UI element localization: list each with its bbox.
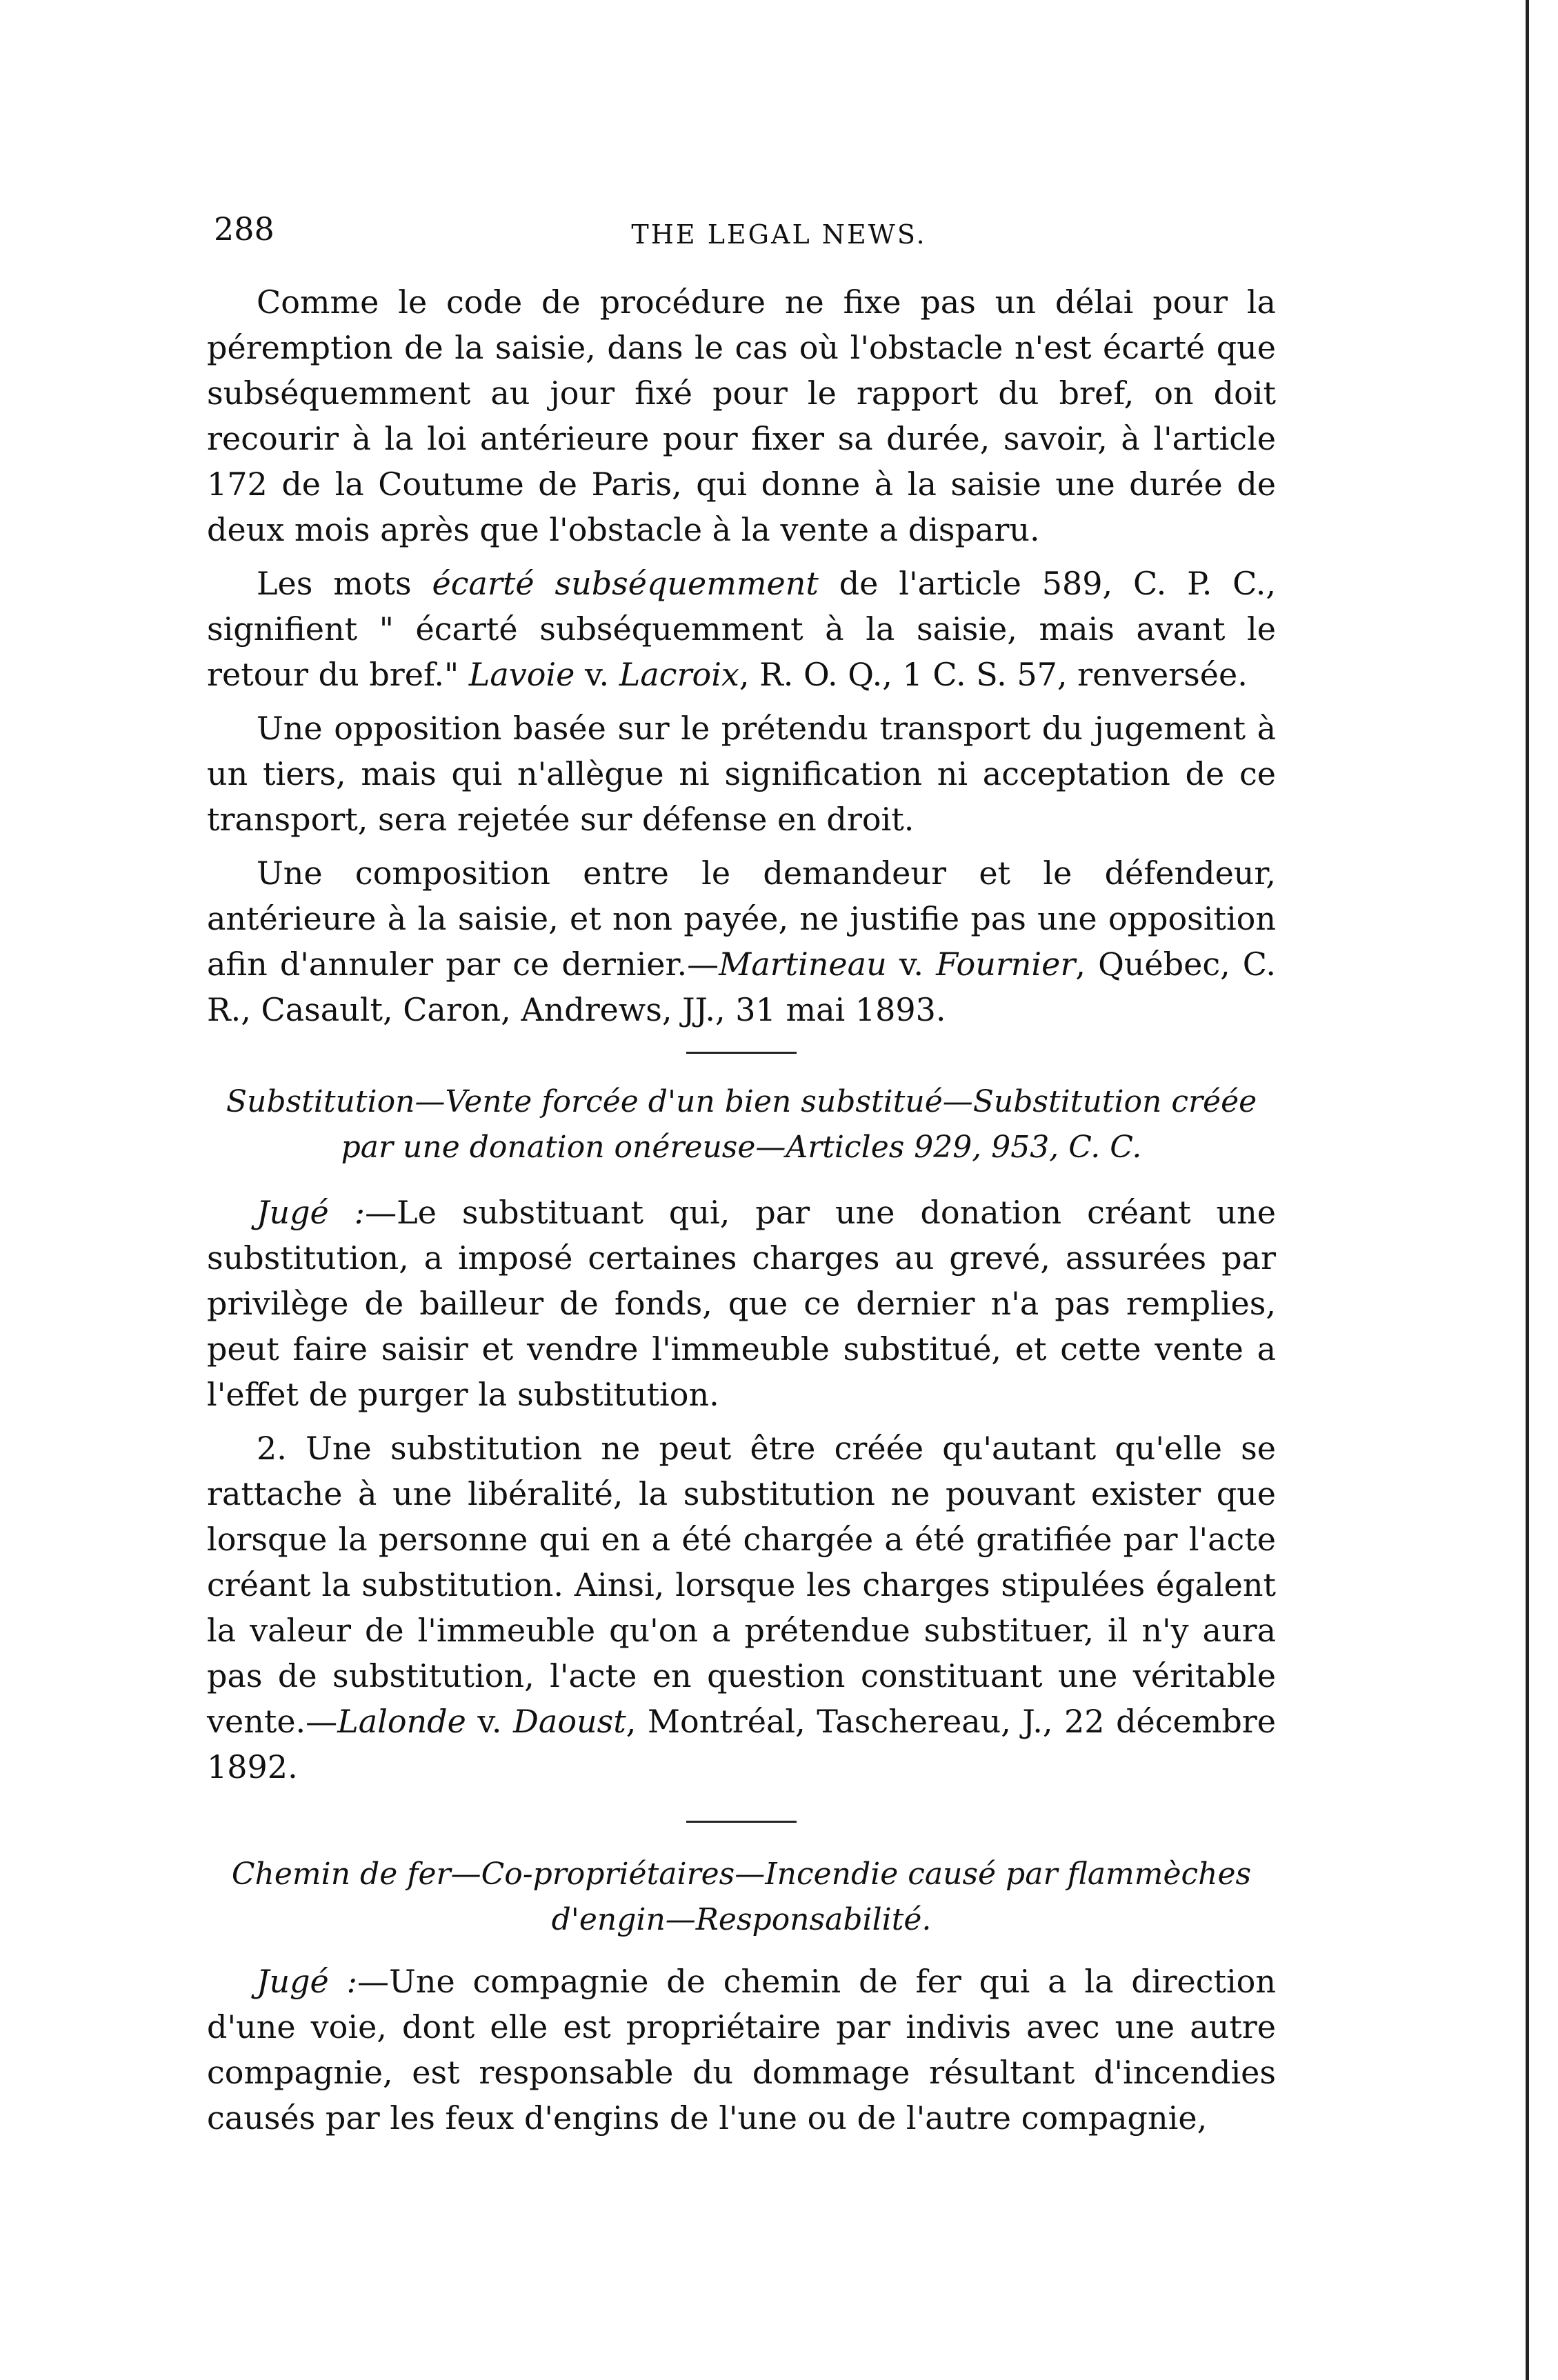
heading-line: Substitution—Vente forcée d'un bien substitué—Substitution créée <box>226 1084 1257 1119</box>
section-3-heading <box>207 1852 1276 1943</box>
case-party-1: Lalonde <box>337 1703 466 1740</box>
section-1 <box>207 279 1276 1041</box>
paragraph-2: 2. Une substitution ne peut être créée qu'autant qu'elle se rattache à une libéralité, la substitution ne pouvant exister que lorsque la personne qui en a été chargée a été gratifiée par l'acte créant la substitution. Ainsi, lorsque les charges stipulées égalent la valeur de l'immeuble qu'on a prétendue substituer, il n'y aura pas de substitution, l'acte en question constituant une véritable vente.—Lalonde v. Daoust, Montréal, Taschereau, J., 22 décembre 1892. <box>207 1430 1276 1786</box>
juge-label: Jugé : <box>257 1194 366 1231</box>
section-2 <box>207 1190 1276 1798</box>
section-3 <box>207 1959 1276 2149</box>
case-party-2: Lacroix <box>619 656 739 693</box>
page-edge-line <box>1526 0 1529 2380</box>
case-party-1: Lavoie <box>468 656 575 693</box>
paragraph-1: Jugé :—Une compagnie de chemin de fer qui a la direction d'une voie, dont elle est propriétaire par indivis avec une autre compagnie, est responsable du dommage résultant d'incendies causés par les feux d'engins de l'une ou de l'autre compagnie, <box>207 1963 1277 2137</box>
section-divider <box>686 1052 797 1054</box>
paragraph-3: Une opposition basée sur le prétendu transport du jugement à un tiers, mais qui n'allègue ni signification ni acceptation de ce transport, sera rejetée sur défense en droit. <box>207 710 1276 838</box>
juge-label: Jugé : <box>257 1963 358 2000</box>
paragraph-4: Une composition entre le demandeur et le défendeur, antérieure à la saisie, et non payée, ne justifie pas une opposition afin d'annuler par ce dernier.—Martineau v. Fournier, Québec, C. R., Casault, Caron, Andrews, JJ., 31 mai 1893. <box>207 854 1276 1028</box>
case-party-2: Fournier <box>936 946 1076 983</box>
page-number: 288 <box>214 210 274 248</box>
paragraph-1: Comme le code de procédure ne fixe pas un délai pour la péremption de la saisie, dans le cas où l'obstacle n'est écarté que subséquemment au jour fixé pour le rapport du bref, on doit recourir à la loi antérieure pour fixer sa durée, savoir, à l'article 172 de la Coutume de Paris, qui donne à la saisie une durée de deux mois après que l'obstacle à la vente a disparu. <box>207 283 1276 548</box>
section-2-heading <box>207 1079 1276 1170</box>
paragraph-1: Jugé :—Le substituant qui, par une donation créant une substitution, a imposé certaines charges au grevé, assurées par privilège de bailleur de fonds, que ce dernier n'a pas remplies, peut faire saisir et vendre l'immeuble substitué, et cette vente a l'effet de purger la substitution. <box>207 1194 1276 1413</box>
running-head: THE LEGAL NEWS. <box>631 219 927 250</box>
italic-phrase: écarté subséquemment <box>432 565 819 602</box>
heading-line: d'engin—Responsabilité. <box>551 1902 932 1937</box>
case-party-2: Daoust <box>513 1703 626 1740</box>
paragraph-2: Les mots écarté subséquemment de l'article 589, C. P. C., signifient " écarté subséquemment à la saisie, mais avant le retour du bref." Lavoie v. Lacroix, R. O. Q., 1 C. S. 57, renversée. <box>207 565 1276 693</box>
heading-line: par une donation onéreuse—Articles 929, 953, C. C. <box>341 1130 1142 1165</box>
case-party-1: Martineau <box>719 946 887 983</box>
heading-line: Chemin de fer—Co-propriétaires—Incendie causé par flammèches <box>231 1857 1252 1892</box>
section-divider <box>686 1821 797 1823</box>
